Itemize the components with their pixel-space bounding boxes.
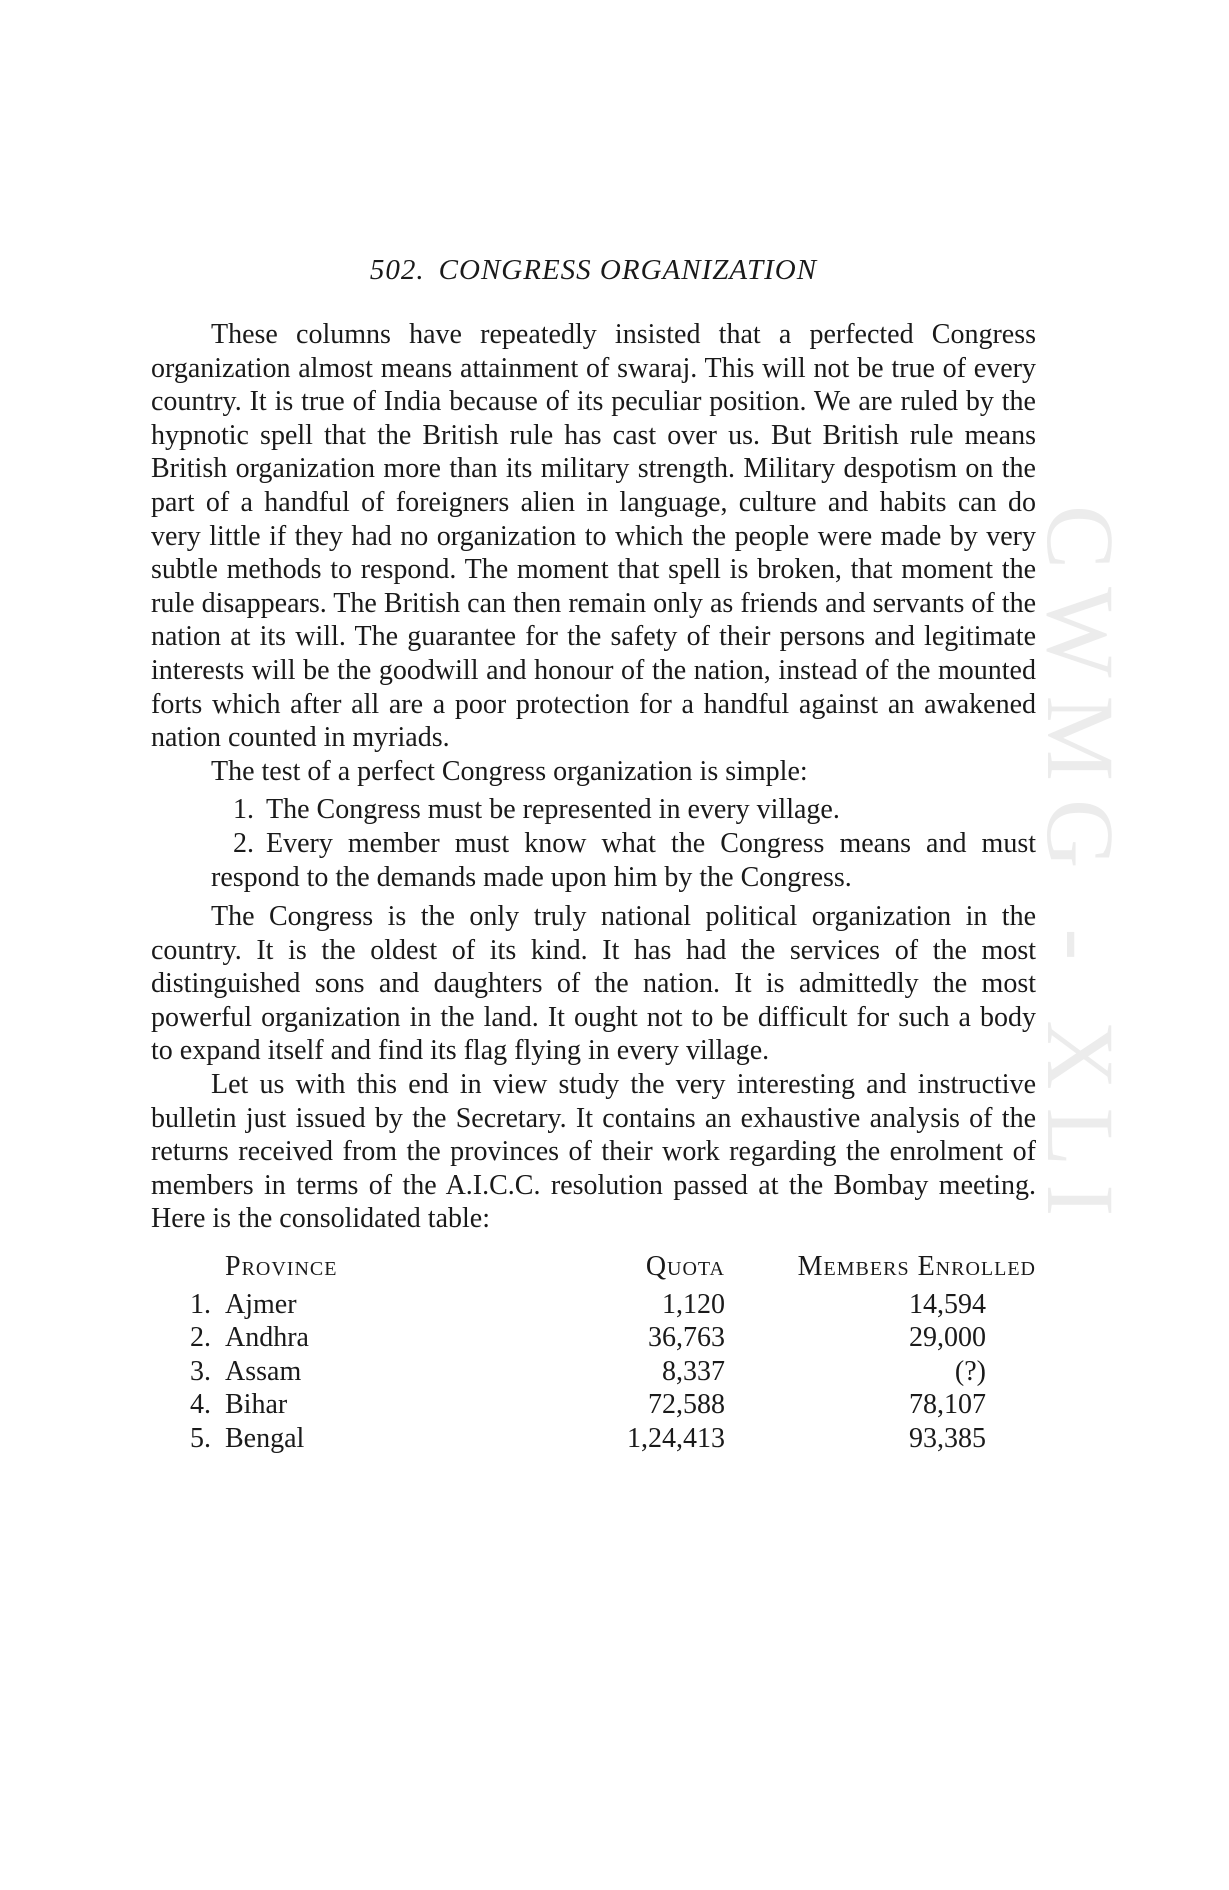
table-header-row xyxy=(151,1250,1036,1288)
page-title xyxy=(151,248,1036,292)
enrolment-table xyxy=(151,1250,1036,1456)
table-header-members: Members Enrolled xyxy=(797,1251,1036,1283)
page-content xyxy=(151,248,1036,1456)
table-header-province: Province xyxy=(225,1251,338,1283)
paragraph-4: Let us with this end in view study the very interesting and instructive bulletin just issued by the Secretary. It contains an exhaustive analysis of the returns received from the provinces of their work regarding the enrolment of members in terms of the A.I.C.C. resolution passed at the Bombay meeting. Here is the consolidated table: xyxy=(151,1069,1036,1235)
row-quota: 36,763 xyxy=(648,1322,725,1354)
table-row xyxy=(151,1422,1036,1456)
row-members: 93,385 xyxy=(909,1423,986,1454)
row-number: 5. xyxy=(190,1423,211,1454)
list-item xyxy=(211,793,1036,827)
table-header-number xyxy=(151,1250,225,1288)
row-number: 2. xyxy=(190,1322,211,1354)
row-members: 14,594 xyxy=(909,1288,986,1320)
list-marker: 2. xyxy=(233,827,254,859)
row-members: 29,000 xyxy=(909,1322,986,1354)
table-row xyxy=(151,1355,1036,1389)
table-header-quota: Quota xyxy=(645,1251,725,1283)
table-row xyxy=(151,1388,1036,1422)
row-province: Ajmer xyxy=(225,1288,297,1320)
list-item xyxy=(211,827,1036,894)
row-number: 4. xyxy=(190,1389,211,1421)
row-province: Assam xyxy=(225,1355,302,1387)
row-members: 78,107 xyxy=(909,1389,986,1421)
paragraph-1: These columns have repeatedly insisted that a perfected Congress organization almost means attainment of swaraj. This will not be true of every country. It is true of India because of its peculiar position. We are ruled by the hypnotic spell that the British rule has cast over us. But British rule means British organization more than its military strength. Military despotism on the part of a handful of foreigners alien in language, culture and habits can do very little if they had no organization to which the people were made by very subtle methods to respond. The moment that spell is broken, that moment the rule disappears. The British can then remain only as friends and servants of the nation at its will. The guarantee for the safety of their persons and legitimate interests will be the goodwill and honour of the nation, instead of the mounted forts which after all are a poor protection for a handful against an awakened nation counted in myriads. xyxy=(151,319,1036,754)
row-province: Bihar xyxy=(225,1389,288,1421)
row-members: (?) xyxy=(954,1355,986,1387)
row-quota: 72,588 xyxy=(648,1389,725,1421)
document-title: CONGRESS ORGANIZATION xyxy=(438,254,818,286)
list-marker: 1. xyxy=(233,794,254,826)
row-quota: 1,120 xyxy=(662,1288,725,1320)
row-province: Andhra xyxy=(225,1322,309,1354)
paragraph-2: The test of a perfect Congress organization is simple: xyxy=(211,755,808,787)
paragraph-3: The Congress is the only truly national political organization in the country. It is the oldest of its kind. It has had the services of the most distinguished sons and daughters of the nation. It is admittedly the most powerful organization in the land. It ought not to be difficult for such a body to expand itself and find its flag flying in every village. xyxy=(151,901,1036,1067)
row-quota: 8,337 xyxy=(662,1355,725,1387)
row-quota: 1,24,413 xyxy=(627,1423,725,1454)
document-number: 502. xyxy=(369,254,425,286)
table-row xyxy=(151,1321,1036,1355)
table-row xyxy=(151,1288,1036,1322)
row-number: 1. xyxy=(190,1288,211,1320)
row-province: Bengal xyxy=(225,1423,305,1454)
list-text: The Congress must be represented in every village. xyxy=(266,794,840,826)
watermark: CWMG - XLI xyxy=(1027,505,1134,1235)
list-text: Every member must know what the Congress means and must respond to the demands made upon him by the Congress. xyxy=(211,827,1036,893)
row-number: 3. xyxy=(190,1355,211,1387)
